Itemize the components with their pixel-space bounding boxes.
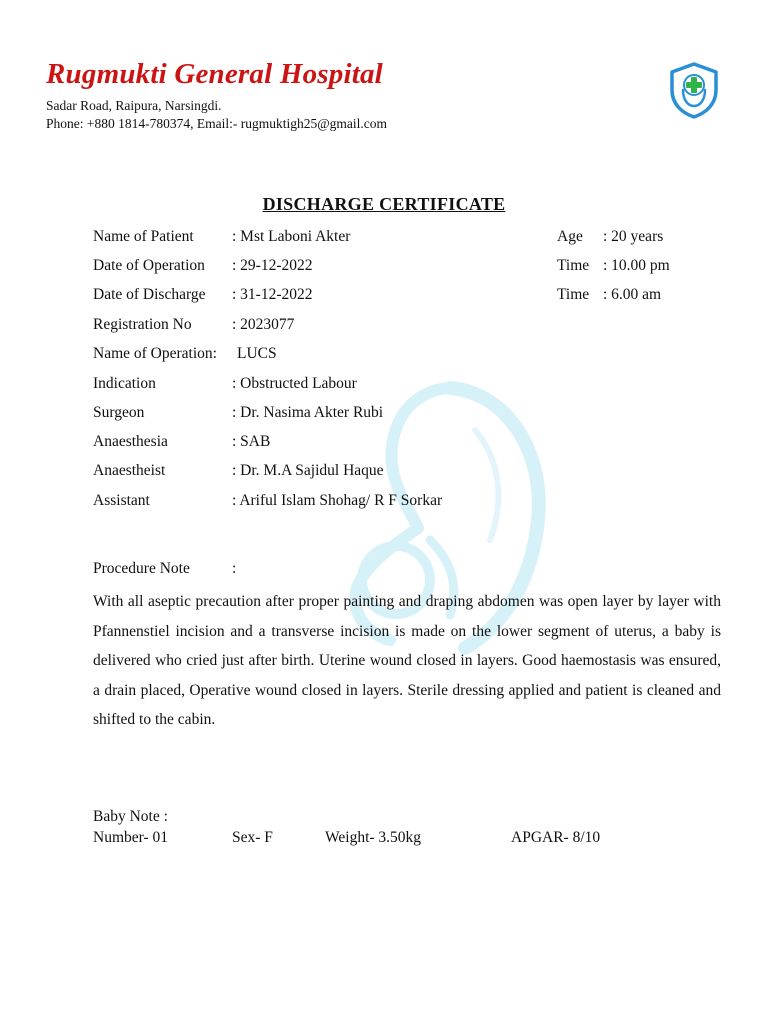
field-label: Anaestheist [93,462,166,479]
baby-sex: Sex- F [232,829,273,846]
side-field-value: : 6.00 am [603,286,662,303]
hospital-name: Rugmukti General Hospital [46,58,383,90]
side-field-value: : 20 years [603,228,664,245]
field-value: : Ariful Islam Shohag/ R F Sorkar [232,492,443,509]
field-label: Assistant [93,492,150,509]
field-label: Name of Patient [93,228,194,245]
baby-weight: Weight- 3.50kg [325,829,422,846]
field-value: : Dr. M.A Sajidul Haque [232,462,384,479]
baby-number: Number- 01 [93,829,169,846]
field-value: : 29-12-2022 [232,257,313,274]
procedure-note-text: With all aseptic precaution after proper painting and draping abdomen was open layer by layer with Pfannenstiel incision and a transverse incision is made on the lower segment of uterus, a baby is delivered who cried just after birth. Uterine wound closed in layers. Good haemostasis was ensured, a drain placed, Operative wound closed in layers. Sterile dressing applied and patient is cleaned and shifted to the cabin. [93,593,721,728]
side-field-label: Time [557,286,590,303]
field-value: : 31-12-2022 [232,286,313,303]
certificate-title: DISCHARGE CERTIFICATE [262,194,506,214]
medical-cross-shield-icon [664,60,724,120]
field-value: : 2023077 [232,316,295,333]
field-label: Registration No [93,316,192,333]
field-label: Surgeon [93,404,145,421]
field-value: LUCS [237,345,277,362]
baby-note-label: Baby Note : [93,808,168,825]
side-field-value: : 10.00 pm [603,257,670,274]
field-value: : Mst Laboni Akter [232,228,351,245]
hospital-address: Sadar Road, Raipura, Narsingdi. [46,98,222,113]
field-label: Anaesthesia [93,433,168,450]
baby-apgar: APGAR- 8/10 [511,829,601,846]
field-label: Date of Operation [93,257,205,274]
field-value: : Dr. Nasima Akter Rubi [232,404,384,421]
side-field-label: Time [557,257,590,274]
field-value: : Obstructed Labour [232,375,357,392]
field-value: : SAB [232,433,271,450]
field-label: Date of Discharge [93,286,206,303]
hospital-contact: Phone: +880 1814-780374, Email:- rugmuktigh25@gmail.com [46,116,388,131]
side-field-label: Age [557,228,583,245]
procedure-note-colon: : [232,560,237,577]
procedure-note-label: Procedure Note [93,560,190,577]
field-label: Name of Operation: [93,345,217,362]
field-label: Indication [93,375,156,392]
